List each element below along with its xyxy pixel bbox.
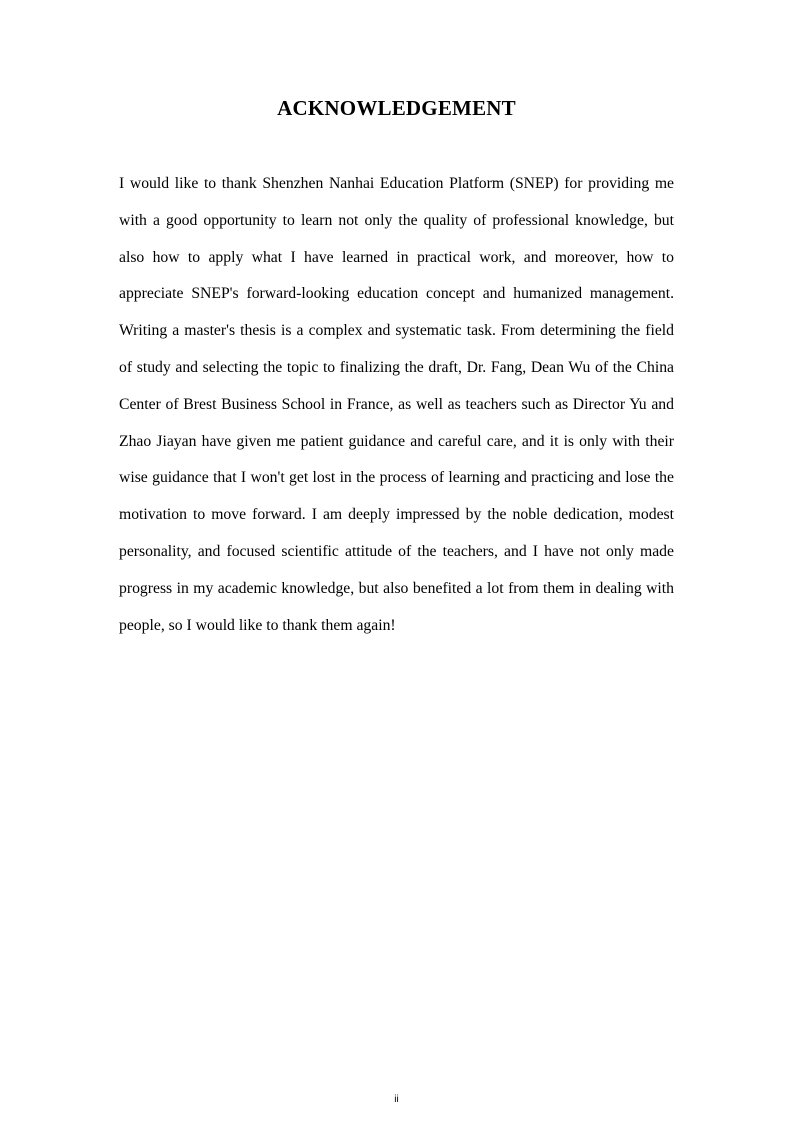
page-title: ACKNOWLEDGEMENT bbox=[277, 96, 516, 120]
acknowledgement-paragraph: I would like to thank Shenzhen Nanhai Education Platform (SNEP) for providing me with a good opportunity to learn not only the quality of professional knowledge, but also how to apply what I have learned in practical work, and moreover, how to appreciate SNEP's forward-looking education concept and humanized management. Writing a master's thesis is a complex and systematic task. From determining the field of study and selecting the topic to finalizing the draft, Dr. Fang, Dean Wu of the China Center of Brest Business School in France, as well as teachers such as Director Yu and Zhao Jiayan have given me patient guidance and careful care, and it is only with their wise guidance that I won't get lost in the process of learning and practicing and lose the motivation to move forward. I am deeply impressed by the noble dedication, modest personality, and focused scientific attitude of the teachers, and I have not only made progress in my academic knowledge, but also benefited a lot from them in dealing with people, so I would like to thank them again! bbox=[119, 175, 674, 634]
page-number: ii bbox=[394, 1094, 399, 1105]
